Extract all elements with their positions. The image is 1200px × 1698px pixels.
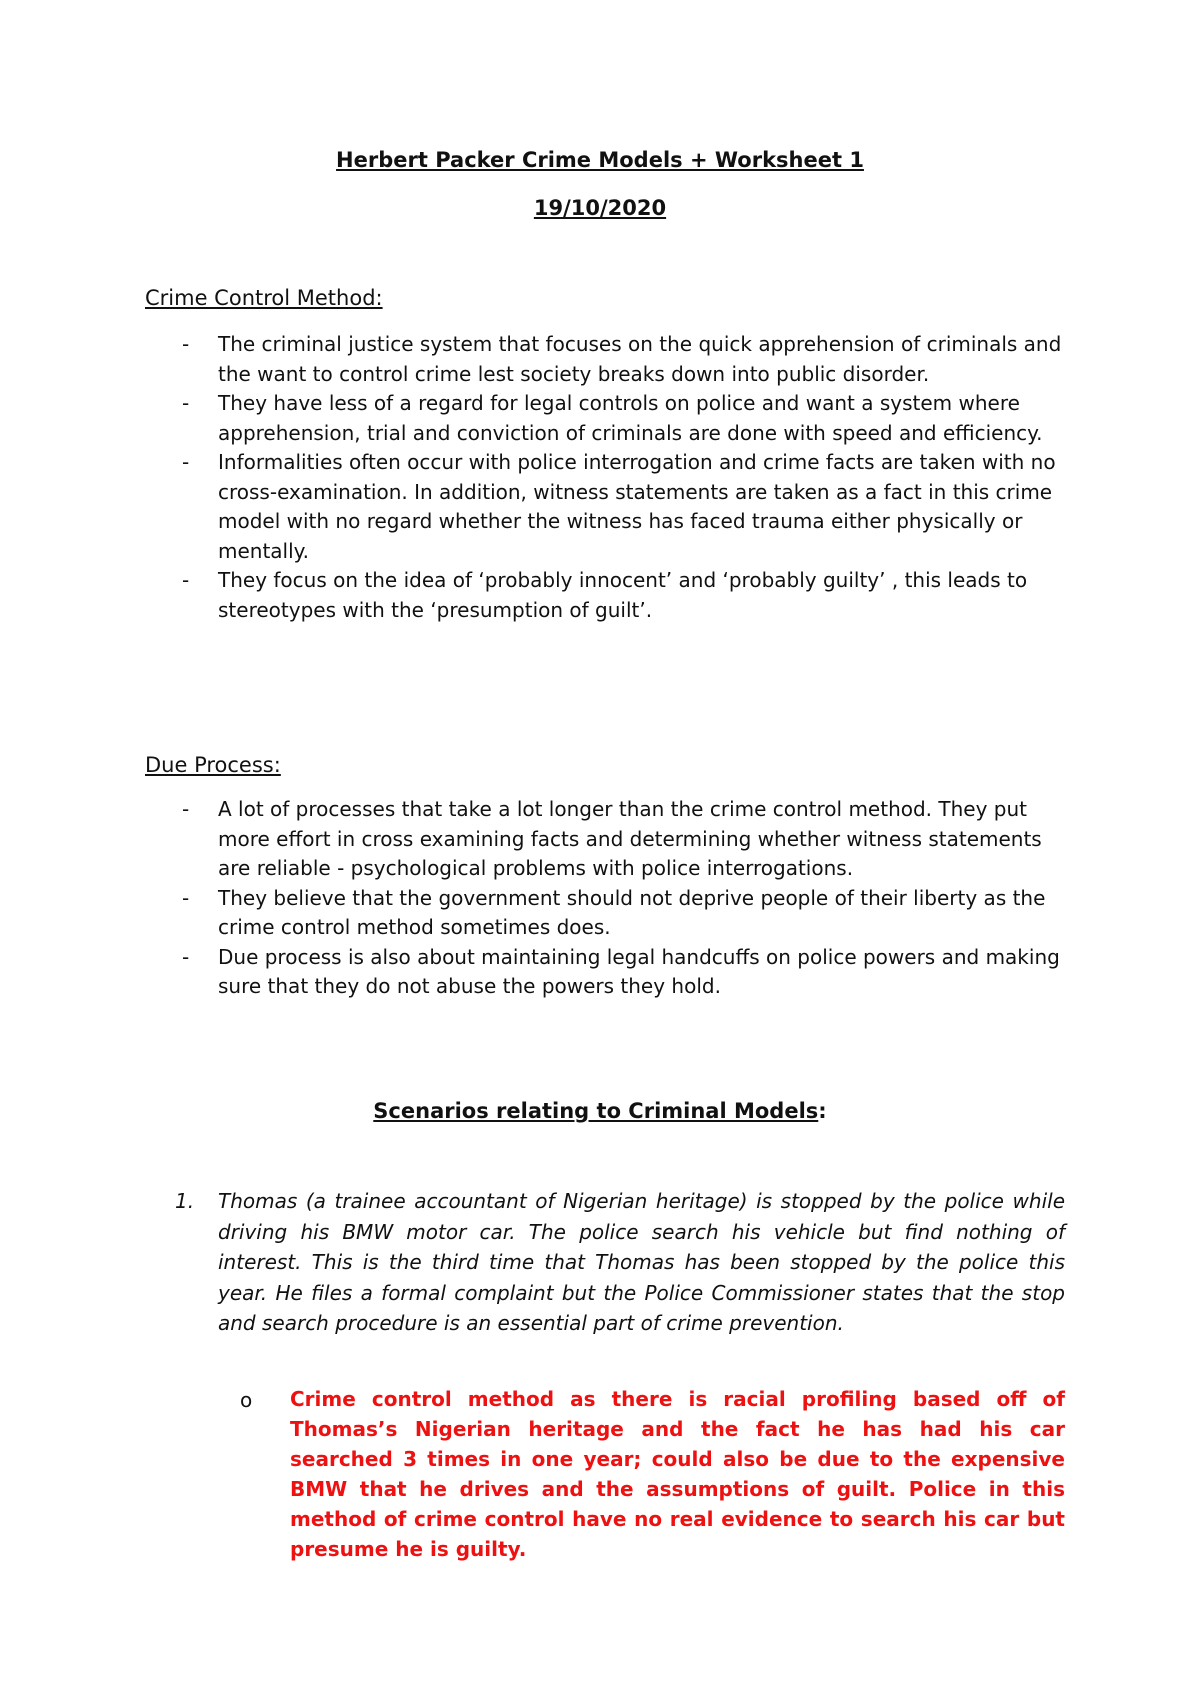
list-item bbox=[145, 943, 1065, 1002]
dash-bullet: - bbox=[182, 450, 190, 474]
scenarios-heading-colon: : bbox=[818, 1099, 827, 1123]
scenario-text: Thomas (a trainee accountant of Nigerian heritage) is stopped by the police while driving his BMW motor car. The police search his vehicle but find nothing of interest. This is the third time that Thomas has been stopped by the police this year. He files a formal complaint but the Police Commissioner states that the stop and search procedure is an essential part of crime prevention. bbox=[218, 1189, 1065, 1335]
dash-bullet: - bbox=[182, 391, 190, 415]
list-item bbox=[145, 795, 1065, 884]
list-item bbox=[145, 884, 1065, 943]
document-title: Herbert Packer Crime Models + Worksheet 1 bbox=[336, 148, 864, 172]
list-item bbox=[145, 448, 1065, 566]
scenario-item bbox=[145, 1186, 1065, 1339]
list-item bbox=[145, 330, 1065, 389]
document-date: 19/10/2020 bbox=[533, 196, 667, 220]
due-process-list bbox=[145, 795, 1065, 1002]
scenario-answer-text: Crime control method as there is racial profiling based off of Thomas’s Nigerian heritage and the fact he has had his car searched 3 times in one year; could also be due to the expensive BMW that he drives and the assumptions of guilt. Police in this method of crime control have no real evidence to search his car but presume he is guilty. bbox=[290, 1387, 1065, 1561]
scenarios-heading bbox=[0, 1096, 1200, 1126]
list-item-text: A lot of processes that take a lot longer than the crime control method. They put more effort in cross examining facts and determining whether witness statements are reliable - psychological problems with police interrogations. bbox=[218, 797, 1042, 880]
crime-control-list bbox=[145, 330, 1065, 625]
list-item-text: The criminal justice system that focuses on the quick apprehension of criminals and the want to control crime lest society breaks down into public disorder. bbox=[218, 332, 1062, 386]
scenarios-heading-text: Scenarios relating to Criminal Models bbox=[373, 1099, 819, 1123]
crime-control-heading: Crime Control Method: bbox=[145, 286, 383, 310]
dash-bullet: - bbox=[182, 885, 190, 910]
list-item bbox=[145, 566, 1065, 625]
list-item-text: Informalities often occur with police interrogation and crime facts are taken with no cross-examination. In addition, witness statements are taken as a fact in this crime model with no regard whether the witness has faced trauma either physically or mentally. bbox=[218, 450, 1056, 563]
circle-bullet: o bbox=[240, 1388, 253, 1412]
due-process-heading: Due Process: bbox=[145, 753, 281, 777]
list-item-text: Due process is also about maintaining legal handcuffs on police powers and making sure that they do not abuse the powers they hold. bbox=[218, 944, 1060, 998]
dash-bullet: - bbox=[182, 797, 190, 821]
scenario-answer bbox=[240, 1384, 1065, 1564]
scenario-number: 1. bbox=[175, 1189, 195, 1213]
list-item bbox=[145, 389, 1065, 448]
list-item-text: They have less of a regard for legal controls on police and want a system where apprehension, trial and conviction of criminals are done with speed and efficiency. bbox=[218, 391, 1043, 445]
dash-bullet: - bbox=[182, 944, 190, 969]
list-item-text: They focus on the idea of ‘probably innocent’ and ‘probably guilty’ , this leads to stereotypes with the ‘presumption of guilt’. bbox=[218, 568, 1028, 622]
list-item-text: They believe that the government should not deprive people of their liberty as the crime control method sometimes does. bbox=[218, 885, 1046, 939]
dash-bullet: - bbox=[182, 332, 190, 356]
dash-bullet: - bbox=[182, 568, 190, 592]
